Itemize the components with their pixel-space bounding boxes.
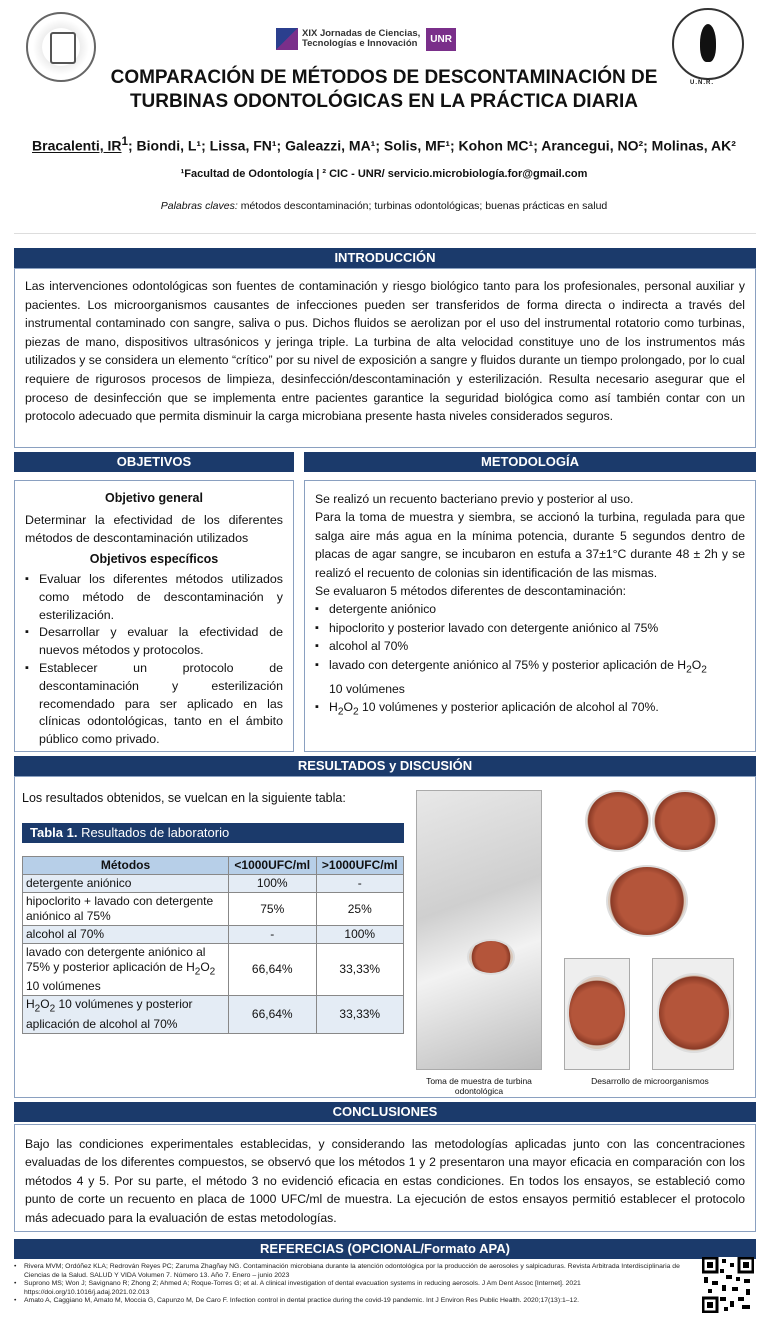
col-lt: <1000UFC/ml xyxy=(229,857,317,875)
cell-gt: 33,33% xyxy=(316,996,404,1033)
authors-rest: ; Biondi, L¹; Lissa, FN¹; Galeazzi, MA¹; Solis, MF¹; Kohon MC¹; Arancegui, NO²; Molinas, AK² xyxy=(128,137,736,154)
cell-lt: - xyxy=(229,926,317,944)
r4-part3: 10 volúmenes xyxy=(26,979,101,994)
table-row xyxy=(23,893,404,926)
list-item: ▪ alcohol al 70% xyxy=(315,637,745,655)
cell-method xyxy=(23,944,229,996)
keywords xyxy=(0,200,768,212)
m5-part3: 10 volúmenes y posterior aplicación de alcohol al 70%. xyxy=(358,699,659,714)
intro-heading: INTRODUCCIÓN xyxy=(14,248,756,268)
cell-gt: 25% xyxy=(316,893,404,926)
method-p3: Se evaluaron 5 métodos diferentes de descontaminación: xyxy=(315,584,626,599)
intro-text: Las intervenciones odontológicas son fuentes de contaminación y riesgo biológico tanto para los profesionales, personal auxiliar y pacientes. Los microorganismos causantes de infecciones pueden ser transferidos de forma directa o indirecta a través del instrumental contaminado con sangre, saliva o pus. Dichos fluidos se aerolizan por el uso del instrumental rotatorio como turbinas, piezas de mano, dispositivos ultrasónicos y jeringa triple. La turbina de alta velocidad constituye uno de los instrumentos más utilizados y se considera un elemento “crítico” por su nivel de exposición a sangre y fluidos durante un tiempo prolongado, por lo cual requiere de rigurosos procesos de limpieza, desinfección/descontaminación y esterilización. Resulta necesario asegurar que el proceso de desinfección que se implementa entre pacientes garantice la seguridad biológica como así también contar con un protocolo adecuado que permita disminuir la carga microbiana presente hasta niveles considerados seguros. xyxy=(25,279,745,424)
first-author: Bracalenti, IR xyxy=(32,137,122,154)
r5-sub1: 2 xyxy=(34,1003,41,1015)
list-item xyxy=(315,698,745,722)
petri-dish-photo-5 xyxy=(652,958,734,1070)
petri-dish-icon xyxy=(467,939,515,975)
right-logo-caption: U.N.R. xyxy=(690,80,714,86)
r5-part2: O xyxy=(40,997,50,1012)
general-objective-text: Determinar la efectividad de los diferentes métodos de descontaminación utilizados xyxy=(25,513,283,545)
table-title xyxy=(22,823,404,843)
list-item: ▪ hipoclorito y posterior lavado con detergente aniónico al 75% xyxy=(315,619,745,637)
m4-part2: O xyxy=(691,657,702,672)
col-gt: >1000UFC/ml xyxy=(316,857,404,875)
col-metodos: Métodos xyxy=(23,857,229,875)
objetivos-box xyxy=(14,480,294,752)
cell-gt: 100% xyxy=(316,926,404,944)
cell-method xyxy=(23,996,229,1033)
list-item xyxy=(14,1263,698,1280)
list-item xyxy=(14,1280,698,1297)
resultados-heading: RESULTADOS y DISCUSIÓN xyxy=(14,756,756,776)
specific-objectives-list xyxy=(25,571,283,749)
jornadas-badge: UNR xyxy=(426,28,456,51)
list-item: ▪ detergente aniónico xyxy=(315,600,745,618)
methods-list xyxy=(315,600,745,721)
r5-sub2: 2 xyxy=(49,1003,56,1015)
m5-sub2: 2 xyxy=(352,706,359,718)
petri-dish-1 xyxy=(585,790,651,852)
keywords-text: métodos descontaminación; turbinas odontológicas; buenas prácticas en salud xyxy=(237,200,608,212)
cell-method: detergente aniónico xyxy=(23,875,229,893)
r5-part3: 10 volúmenes y posterior aplicación de alcohol al 70% xyxy=(26,997,193,1031)
r4-part1: lavado con detergente aniónico al 75% y posterior aplicación de H xyxy=(26,945,206,974)
list-item: ▪ Desarrollar y evaluar la efectividad de nuevos métodos y protocolos. xyxy=(25,624,283,660)
specific-objectives-title: Objetivos específicos xyxy=(89,552,219,566)
conclusiones-heading: CONCLUSIONES xyxy=(14,1102,756,1122)
cell-lt: 66,64% xyxy=(229,944,317,996)
bullet-icon: • xyxy=(14,1280,17,1288)
cell-lt: 66,64% xyxy=(229,996,317,1033)
petri-dish-2 xyxy=(652,790,718,852)
conclusiones-box xyxy=(14,1124,756,1232)
m4-part3: 10 volúmenes xyxy=(329,681,405,696)
table-row xyxy=(23,926,404,944)
metodologia-text xyxy=(315,490,745,722)
r4-part2: O xyxy=(200,960,210,974)
cell-lt: 100% xyxy=(229,875,317,893)
r5-part1: H xyxy=(26,997,35,1012)
first-author-sup: 1 xyxy=(121,135,128,148)
table-title-text: Resultados de laboratorio xyxy=(77,825,230,840)
list-item: ▪ Establecer un protocolo de descontaminación y esterilización recomendado para ser aplicado en las clínicas odontológicas, tanto en el ámbito público como privado. xyxy=(25,660,283,749)
dishes-caption: Desarrollo de microorganismos xyxy=(591,1076,709,1086)
authors xyxy=(0,135,768,154)
table-row xyxy=(23,944,404,996)
intro-box xyxy=(14,268,756,448)
photo-caption: Toma de muestra de turbina odontológica xyxy=(426,1076,532,1096)
cell-gt: - xyxy=(316,875,404,893)
metodologia-heading: METODOLOGÍA xyxy=(304,452,756,472)
petri-dish-icon xyxy=(657,973,731,1053)
affiliation: ¹Facultad de Odontología | ² CIC - UNR/ servicio.microbiología.for@gmail.com xyxy=(180,168,588,180)
divider xyxy=(14,233,756,234)
petri-dish-photo-4 xyxy=(564,958,630,1070)
cell-lt: 75% xyxy=(229,893,317,926)
jornadas-logo xyxy=(276,26,456,52)
list-item xyxy=(14,1297,698,1306)
title-line1: COMPARACIÓN DE MÉTODOS DE DESCONTAMINACIÓN DE xyxy=(110,67,658,88)
m4-sub1: 2 xyxy=(686,664,692,676)
conclusiones-text: Bajo las condiciones experimentales establecidas, y considerando las metodologías aplicadas junto con las concentraciones evaluadas de los diferentes compuestos, se observó que los métodos 1 y 2 presentaron una mayor eficacia en comparación con los métodos 4 y 5. Por su parte, el método 3 no evidenció eficacia en estas condiciones. En todos los ensayos, se estableció como punto de corte un recuento en placa de 1000 UFC/ml de muestra. La ejecución de estos ensayos permitió establecer el protocolo más adecuado para la evaluación de estas metodologías. xyxy=(25,1137,745,1225)
m5-part2: O xyxy=(343,699,353,714)
referencias-heading: REFERECIAS (OPCIONAL/Formato APA) xyxy=(14,1239,756,1259)
method-p1: Se realizó un recuento bacteriano previo y posterior al uso. xyxy=(315,492,634,506)
reference-text: Amato A, Caggiano M, Amato M, Moccia G, Capunzo M, De Caro F. Infection control in dental practice during the covid-19 pandemic. Int J Environ Res Public Health. 2020;17(13):1–12. xyxy=(24,1297,579,1305)
bullet-icon: • xyxy=(14,1263,17,1270)
list-item: ▪ Evaluar los diferentes métodos utilizados como método de descontaminación y esterilización. xyxy=(25,571,283,624)
table-row xyxy=(23,875,404,893)
results-intro: Los resultados obtenidos, se vuelcan en la siguiente tabla: xyxy=(22,791,346,805)
m5-part1: H xyxy=(329,699,338,714)
r4-sub2: 2 xyxy=(209,966,216,978)
references-list xyxy=(14,1263,698,1306)
metodologia-box xyxy=(304,480,756,752)
jornadas-line2: Tecnologías e Innovación xyxy=(302,38,418,49)
cell-method: alcohol al 70% xyxy=(23,926,229,944)
bullet-icon: • xyxy=(14,1297,17,1305)
petri-dish-icon xyxy=(567,975,627,1051)
petri-dish-3 xyxy=(606,865,688,937)
method-p2: Para la toma de muestra y siembra, se accionó la turbina, regulada para que salga aire más agua en la mínima potencia, durante 5 segundos dentro de placas de agar sangre, se incubaron en estufa a 37±1°C durante 48 ± 2h y se realizó el recuento de colonias sin identificación de las mismas. xyxy=(315,510,745,580)
reference-text: Rivera MVM; Ordóñez KLA; Redrován Reyes PC; Zaruma Zhagñay NG. Contaminación microbiana durante la atención odontológica por la producción de aerosoles y salpicaduras. Revista Arbitrada Interdisciplinaria de Ciencias de la Salud. SALUD Y VIDA Volumen 7. Número 13. Año 7. Enero – junio 2023 xyxy=(24,1263,680,1279)
general-objective-title: Objetivo general xyxy=(105,491,203,505)
cell-gt: 33,33% xyxy=(316,944,404,996)
objetivos-heading: OBJETIVOS xyxy=(14,452,294,472)
list-item xyxy=(315,656,745,698)
table-row xyxy=(23,996,404,1033)
m5-sub1: 2 xyxy=(337,706,344,718)
reference-text: Suprono MS; Won J; Savignano R; Zhong Z; Ahmed A; Roque-Torres G; et al. A clinical investigation of dental evacuation systems in reducing aerosols. J Am Dent Assoc [Internet]. 2021 https://doi.org/10.1016/j.adaj.2021.02.013 xyxy=(24,1280,581,1296)
results-table xyxy=(22,856,404,1034)
turbine-sample-photo xyxy=(416,790,542,1070)
title-line2: TURBINAS ODONTOLÓGICAS EN LA PRÁCTICA DIARIA xyxy=(129,91,639,112)
r4-sub1: 2 xyxy=(194,966,201,978)
poster-title xyxy=(0,66,768,114)
jornadas-line1: XIX Jornadas de Ciencias, xyxy=(302,28,421,39)
keywords-label: Palabras claves: xyxy=(160,200,238,212)
cell-method: hipoclorito + lavado con detergente aniónico al 75% xyxy=(23,893,229,926)
m4-sub2: 2 xyxy=(701,664,707,676)
qr-code-icon xyxy=(702,1257,754,1313)
jornadas-mark-icon xyxy=(276,28,298,50)
m4-part1: lavado con detergente aniónico al 75% y posterior aplicación de H xyxy=(329,657,687,672)
table-label: Tabla 1. xyxy=(30,825,78,840)
